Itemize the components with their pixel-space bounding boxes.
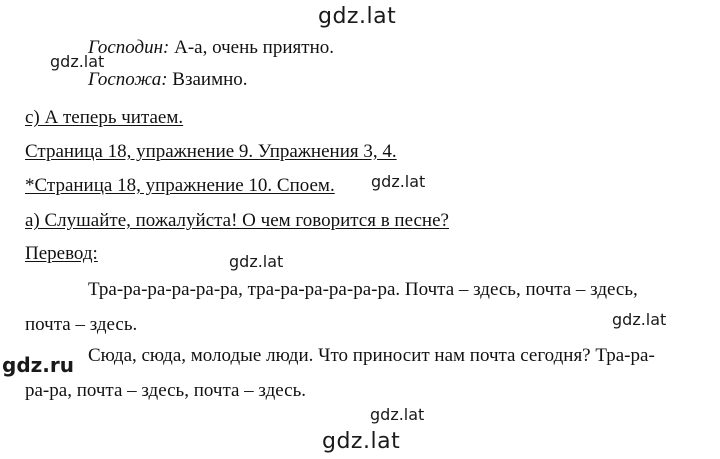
listen-question-line: а) Слушайте, пожалуйста! О чем говорится в песне? <box>25 210 449 231</box>
dialogue-speaker: Госпожа: <box>88 69 168 90</box>
watermark-right-lower: gdz.lat <box>612 310 667 329</box>
exercise-10-line: *Страница 18, упражнение 10. Споем. <box>25 175 335 196</box>
song-paragraph-1-line-1: Тра-ра-ра-ра-ра-ра, тра-ра-ра-ра-ра-ра. Почта – здесь, почта – здесь, <box>88 279 638 300</box>
dialogue-speaker: Господин: <box>88 37 170 58</box>
watermark-left-upper: gdz.lat <box>50 52 105 71</box>
song-paragraph-2-line-2: ра-ра, почта – здесь, почта – здесь. <box>25 380 307 401</box>
read-now-line: c) А теперь читаем. <box>25 107 184 128</box>
song-paragraph-1-line-2: почта – здесь. <box>25 314 138 335</box>
song-paragraph-2-line-1: Сюда, сюда, молодые люди. Что приносит нам почта сегодня? Тра-ра- <box>88 345 655 366</box>
watermark-center: gdz.lat <box>229 252 284 271</box>
exercise-9-line: Страница 18, упражнение 9. Упражнения 3, 4. <box>25 141 397 162</box>
watermark-bottom-big: gdz.lat <box>322 429 401 454</box>
dialogue-line-1 <box>88 37 334 59</box>
dialogue-line-2 <box>88 69 248 91</box>
watermark-mid-right: gdz.lat <box>371 172 426 191</box>
dialogue-text: Взаимно. <box>167 69 248 90</box>
translation-label: Перевод: <box>25 243 98 264</box>
watermark-bottom-small: gdz.lat <box>370 405 425 424</box>
dialogue-text: А-а, очень приятно. <box>169 37 334 58</box>
watermark-left-ru: gdz.ru <box>2 353 74 377</box>
watermark-top: gdz.lat <box>318 4 397 29</box>
